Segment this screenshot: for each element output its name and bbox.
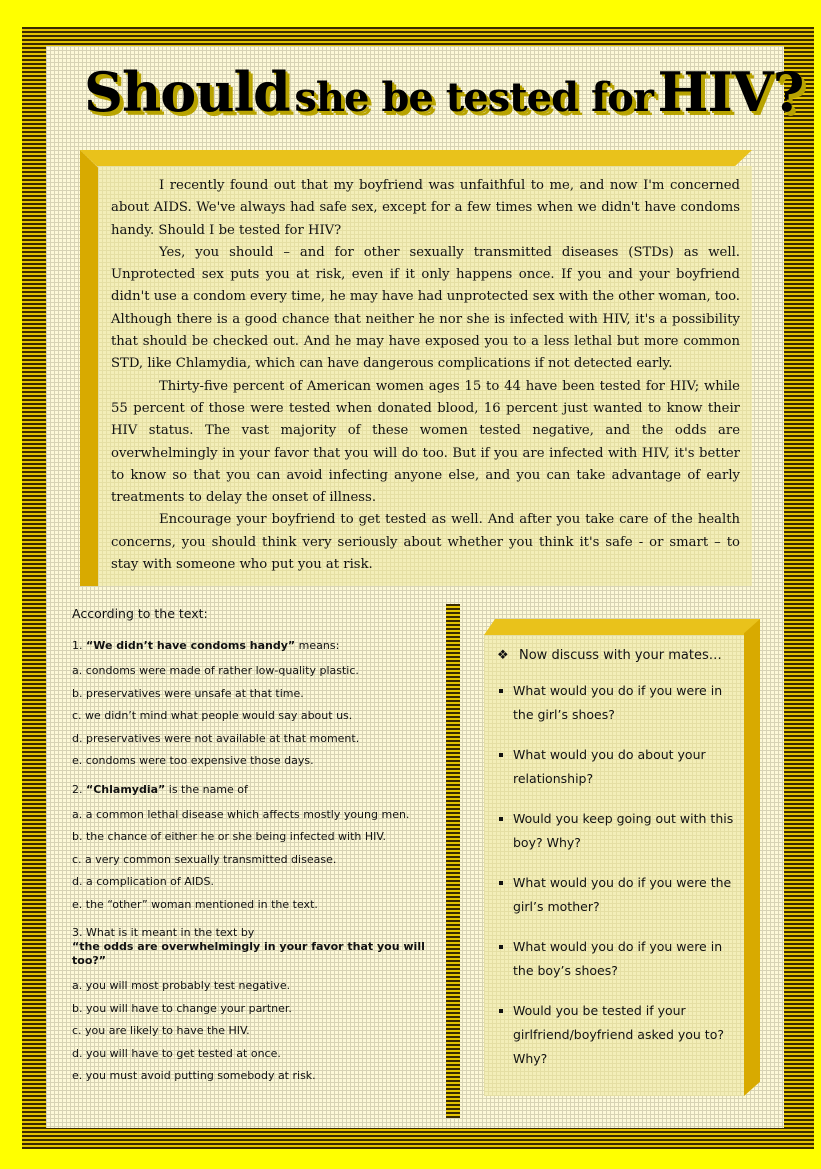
discussion-item: Would you be tested if your girlfriend/boyfriend asked you to? Why? bbox=[497, 999, 737, 1071]
letter-box-left-bevel bbox=[80, 150, 98, 586]
page-title bbox=[84, 60, 804, 124]
title-middle: she be tested for bbox=[294, 74, 653, 121]
answer-option: a. you will most probably test negative. bbox=[72, 979, 291, 992]
quiz-heading: According to the text: bbox=[72, 606, 208, 621]
comprehension-quiz bbox=[72, 606, 452, 1098]
answer-option: c. you are likely to have the HIV. bbox=[72, 1024, 250, 1037]
discussion-list bbox=[497, 679, 737, 1071]
answer-option: c. a very common sexually transmitted disease. bbox=[72, 852, 337, 866]
question-2-rest: is the name of bbox=[168, 782, 248, 796]
answer-option: c. we didn’t mind what people would say about us. bbox=[72, 709, 353, 722]
letter-box-top-bevel bbox=[80, 150, 752, 166]
question-3-text: 3. What is it meant in the text by bbox=[72, 926, 255, 939]
title-word-should: Should bbox=[84, 60, 290, 124]
diamond-bullet-icon: ❖ bbox=[497, 648, 509, 663]
answer-option: a. a common lethal disease which affects mostly young men. bbox=[72, 807, 410, 821]
discussion-item: What would you do if you were in the boy’s shoes? bbox=[497, 935, 737, 983]
discussion-box-right-bevel bbox=[744, 619, 760, 1096]
discussion-item: What would you do if you were in the girl’s shoes? bbox=[497, 679, 737, 727]
letter-answer-paragraph-1: Yes, you should – and for other sexually transmitted diseases (STDs) as well. Unprotected sex puts you at risk, even if it only happens once. If you and your boyfriend didn't use a condom every time, he may have had unprotected sex with the other woman, too. Although there is a good chance that neither he nor she is infected with HIV, it's a possibility that should be checked out. And he may have exposed you to a less lethal but more common STD, like Chlamydia, which can have dangerous complications if not detected early. bbox=[111, 244, 740, 372]
question-2-quote: “Chlamydia” bbox=[86, 782, 166, 796]
answer-option: e. the “other” woman mentioned in the text. bbox=[72, 897, 318, 911]
title-hiv: HIV? bbox=[657, 60, 804, 124]
answer-option: d. you will have to get tested at once. bbox=[72, 1046, 281, 1060]
question-1-rest: means: bbox=[298, 639, 340, 652]
discussion-heading-text: Now discuss with your mates… bbox=[519, 648, 722, 663]
letter-answer-paragraph-3: Encourage your boyfriend to get tested as well. And after you take care of the health concerns, you should think very seriously about whether you think it's safe - or smart – to stay with someone who put you at risk. bbox=[111, 512, 740, 573]
striped-divider bbox=[446, 604, 460, 1118]
letter-text bbox=[111, 175, 740, 576]
discussion-item: What would you do about your relationship? bbox=[497, 743, 737, 791]
answer-option: b. the chance of either he or she being infected with HIV. bbox=[72, 830, 386, 843]
question-1-stem bbox=[72, 639, 452, 653]
letter-question: I recently found out that my boyfriend was unfaithful to me, and now I'm concerned about AIDS. We've always had safe sex, except for a few times when we didn't have condoms handy. Should I be tested for HIV? bbox=[111, 178, 740, 238]
discussion-prompts bbox=[497, 648, 737, 1087]
question-2 bbox=[72, 783, 452, 917]
answer-option: b. preservatives were unsafe at that time. bbox=[72, 686, 304, 700]
answer-option: e. you must avoid putting somebody at risk. bbox=[72, 1069, 316, 1082]
question-3 bbox=[72, 926, 452, 1088]
discussion-item: Would you keep going out with this boy? Why? bbox=[497, 807, 737, 855]
discussion-heading bbox=[497, 648, 737, 663]
question-2-stem bbox=[72, 783, 452, 797]
question-3-stem bbox=[72, 926, 452, 968]
question-1-quote: “We didn’t have condoms handy” bbox=[86, 639, 296, 652]
answer-option: d. preservatives were not available at that moment. bbox=[72, 731, 360, 745]
letter-answer-paragraph-2: Thirty-five percent of American women ages 15 to 44 have been tested for HIV; while 55 percent of those were tested when donated blood, 16 percent just wanted to know their HIV status. The vast majority of these women tested negative, and the odds are overwhelmingly in your favor that you will do too. But if you are infected with HIV, it's better to know so that you can avoid infecting anyone else, and you can take advantage of early treatments to delay the onset of illness. bbox=[111, 378, 740, 506]
answer-option: a. condoms were made of rather low-quality plastic. bbox=[72, 664, 359, 677]
discussion-item: What would you do if you were the girl’s mother? bbox=[497, 871, 737, 919]
answer-option: e. condoms were too expensive those days. bbox=[72, 754, 314, 767]
question-3-quote: “the odds are overwhelmingly in your favor that you will too?” bbox=[72, 940, 425, 967]
discussion-box-top-bevel bbox=[484, 619, 760, 635]
answer-option: d. a complication of AIDS. bbox=[72, 875, 214, 888]
answer-option: b. you will have to change your partner. bbox=[72, 1001, 292, 1015]
question-2-number: 2. bbox=[72, 782, 83, 796]
question-1-number: 1. bbox=[72, 639, 83, 652]
question-1 bbox=[72, 639, 452, 773]
